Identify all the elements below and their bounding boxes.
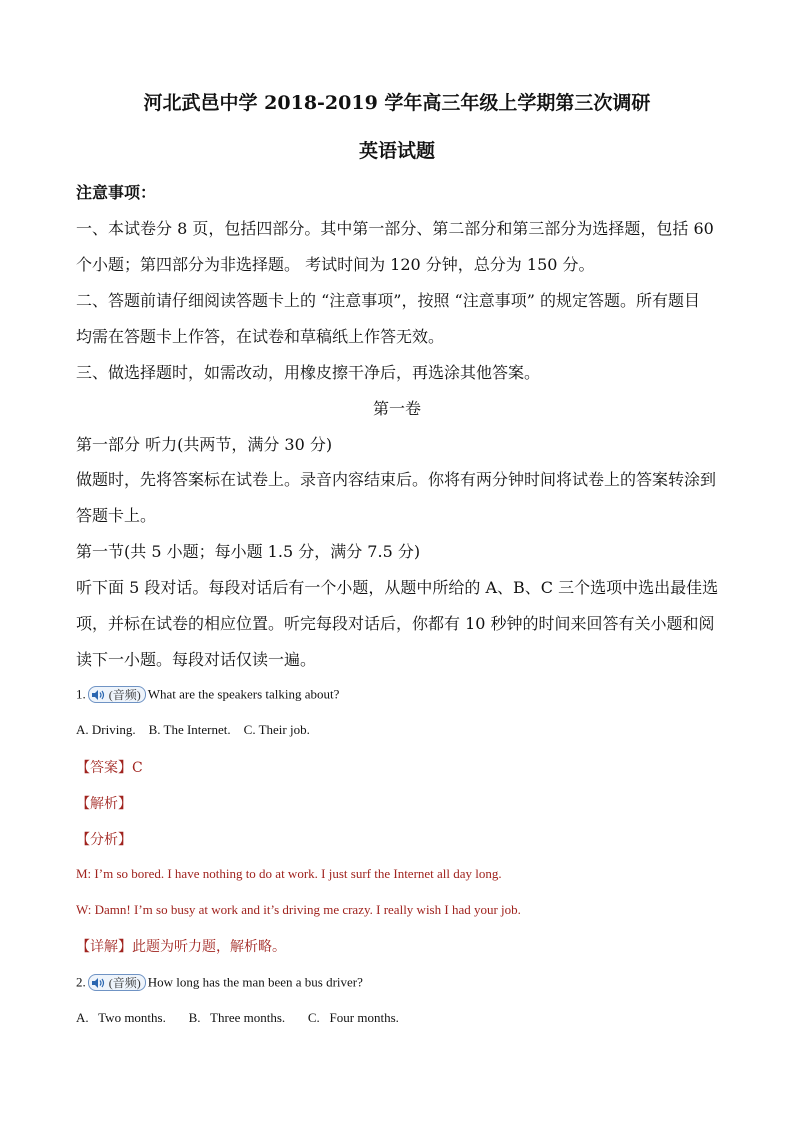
question-stem: How long has the man been a bus driver?	[147, 974, 363, 990]
part-heading: 第一部分 听力(共两节，满分 30 分)	[76, 435, 333, 454]
notes-item: 个小题；第四部分为非选择题。 考试时间为 120 分钟，总分为 150 分。	[76, 255, 595, 274]
dialogue-line: M: I’m so bored. I have nothing to do at work. I just surf the Internet all day long.	[76, 866, 502, 881]
question-1	[76, 686, 339, 703]
subsection-instruction: 读下一小题。每段对话仅读一遍。	[76, 650, 317, 669]
notes-item: 均需在答题卡上作答，在试卷和草稿纸上作答无效。	[76, 327, 445, 346]
question-options: A. Driving. B. The Internet. C. Their job.	[76, 722, 310, 737]
speaker-icon	[91, 977, 107, 989]
notes-item: 三、做选择题时，如需改动，用橡皮擦干净后，再选涂其他答案。	[76, 363, 541, 382]
dialogue-line: W: Damn! I’m so busy at work and it’s driving me crazy. I really wish I had your job.	[76, 902, 521, 917]
part-instruction: 做题时，先将答案标在试卷上。录音内容结束后。你将有两分钟时间将试卷上的答案转涂到	[76, 470, 717, 489]
audio-button[interactable]	[88, 686, 146, 703]
question-2	[76, 974, 363, 991]
question-options: A. Two months. B. Three months. C. Four months.	[76, 1010, 399, 1025]
page-subtitle: 英语试题	[358, 140, 435, 162]
audio-label: (音频)	[108, 688, 141, 702]
answer-line	[76, 757, 143, 777]
subsection-instruction: 听下面 5 段对话。每段对话后有一个小题，从题中所给的 A、B、C 三个选项中选出最佳选	[76, 578, 719, 597]
detail-line: 【详解】此题为听力题，解析略。	[76, 939, 286, 955]
answer-value: C	[132, 760, 143, 776]
part-instruction: 答题卡上。	[76, 506, 157, 525]
subsection-heading: 第一节(共 5 小题；每小题 1.5 分，满分 7.5 分)	[76, 542, 421, 561]
answer-label: 【答案】	[76, 760, 132, 776]
subsection-instruction: 项，并标在试卷的相应位置。听完每段对话后，你都有 10 秒钟的时间来回答有关小题和阅	[76, 614, 715, 633]
fenxi-label: 【分析】	[76, 832, 132, 848]
speaker-icon	[91, 689, 107, 701]
audio-button[interactable]	[88, 974, 146, 991]
volume-heading: 第一卷	[372, 399, 421, 418]
page-title: 河北武邑中学 2018-2019 学年高三年级上学期第三次调研	[143, 92, 651, 114]
notes-item: 二、答题前请仔细阅读答题卡上的 “注意事项”，按照 “注意事项” 的规定答题。所有题目	[76, 291, 700, 310]
question-number: 2.	[76, 974, 86, 990]
question-stem: What are the speakers talking about?	[147, 686, 340, 702]
notes-heading: 注意事项：	[76, 183, 157, 202]
notes-item: 一、本试卷分 8 页，包括四部分。其中第一部分、第二部分和第三部分为选择题，包括 60	[76, 219, 714, 238]
question-number: 1.	[76, 686, 86, 702]
audio-label: (音频)	[108, 976, 141, 990]
analysis-label: 【解析】	[76, 796, 132, 812]
